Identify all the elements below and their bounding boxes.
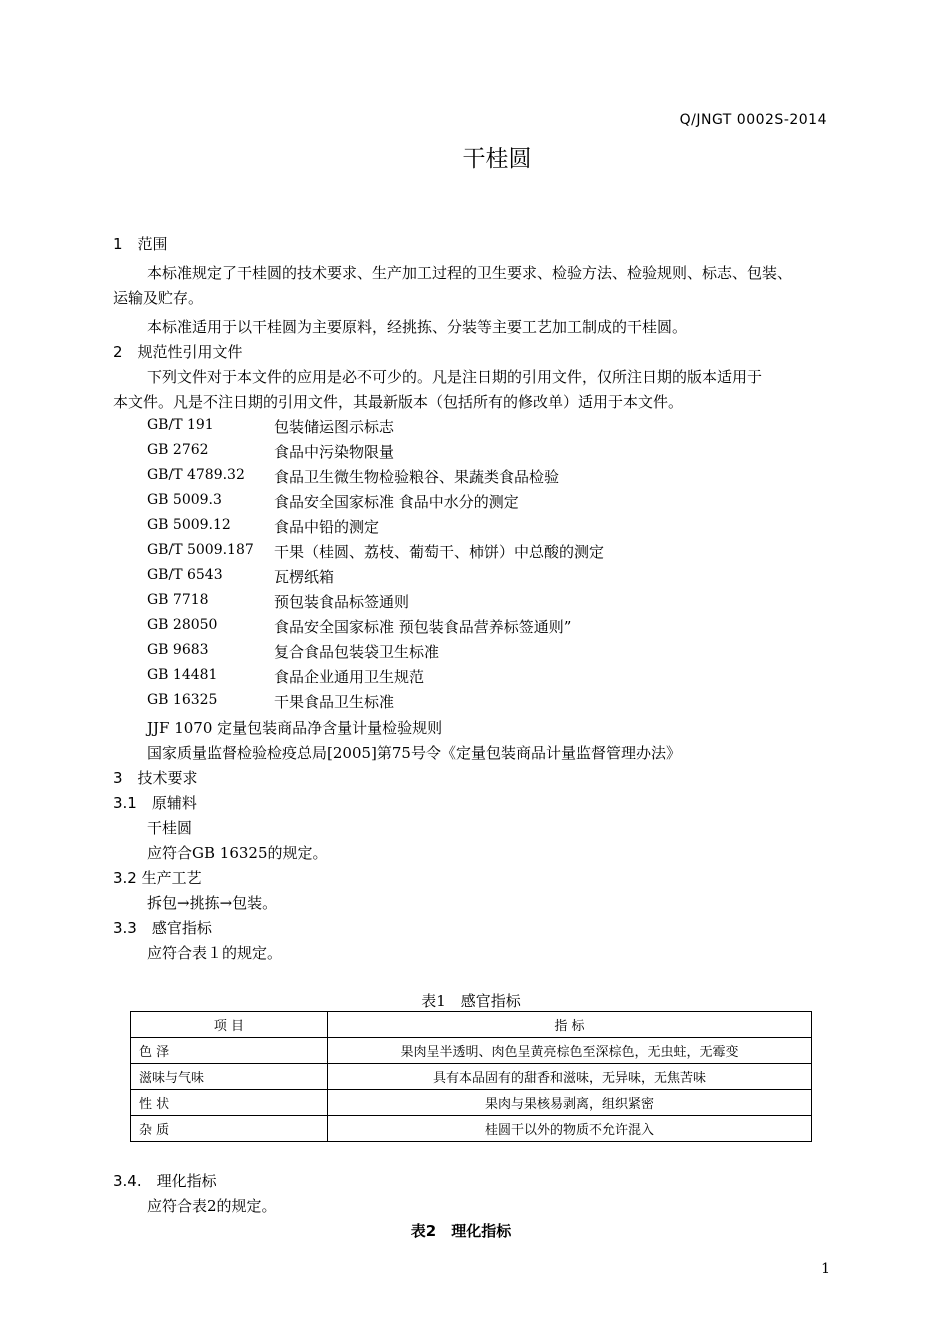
section-3-2-text: 拆包→挑拣→包装。	[147, 894, 278, 912]
reference-title: 干果（桂圆、荔枝、葡萄干、柿饼）中总酸的测定	[274, 543, 605, 561]
section-3-4-text: 应符合表2的规定。	[147, 1197, 277, 1215]
table-row	[131, 1090, 812, 1116]
reference-title: 食品安全国家标准 食品中水分的测定	[274, 493, 519, 511]
reference-title: 食品中污染物限量	[274, 443, 395, 461]
section-1-paragraph-2: 本标准适用于以干桂圆为主要原料，经挑拣、分装等主要工艺加工制成的干桂圆。	[147, 318, 688, 336]
section-3-4-heading: 3.4. 理化指标	[113, 1172, 217, 1190]
reference-code: GB 28050	[147, 617, 218, 633]
reference-code: GB/T 6543	[147, 567, 223, 583]
reference-code: GB/T 191	[147, 417, 214, 433]
section-1-paragraph-1-line-2: 运输及贮存。	[113, 289, 204, 307]
section-3-3-text: 应符合表１的规定。	[147, 944, 283, 962]
table-cell-indicator: 果肉呈半透明、肉色呈黄亮棕色至深棕色，无虫蛀，无霉变	[328, 1038, 812, 1064]
reference-code: GB 16325	[147, 692, 218, 708]
reference-order-75: 国家质量监督检验检疫总局[2005]第75号令《定量包装商品计量监督管理办法》	[147, 744, 681, 762]
reference-title: 瓦楞纸箱	[274, 568, 335, 586]
reference-code: GB 9683	[147, 642, 209, 658]
reference-code: GB/T 4789.32	[147, 467, 245, 483]
reference-code: GB 14481	[147, 667, 218, 683]
section-3-2-heading: 3.2 生产工艺	[113, 869, 202, 887]
section-3-1-subheading: 干桂圆	[147, 819, 193, 837]
page-number: 1	[821, 1261, 830, 1277]
reference-code: GB 7718	[147, 592, 209, 608]
section-2-paragraph-line-1: 下列文件对于本文件的应用是必不可少的。凡是注日期的引用文件，仅所注日期的版本适用于	[147, 368, 763, 386]
reference-code: GB 2762	[147, 442, 209, 458]
reference-title: 食品企业通用卫生规范	[274, 668, 425, 686]
table-cell-indicator: 具有本品固有的甜香和滋味，无异味，无焦苦味	[328, 1064, 812, 1090]
document-title: 干桂圆	[462, 146, 532, 172]
table-cell-indicator: 果肉与果核易剥离，组织紧密	[328, 1090, 812, 1116]
reference-title: 食品安全国家标准 预包装食品营养标签通则”	[274, 618, 572, 636]
section-3-1-text: 应符合GB 16325的规定。	[147, 844, 328, 862]
reference-jjf-1070: JJF 1070 定量包装商品净含量计量检验规则	[147, 719, 443, 737]
table-header-row	[131, 1012, 812, 1038]
reference-title: 预包装食品标签通则	[274, 593, 410, 611]
standard-number: Q/JNGT 0002S-2014	[679, 112, 827, 128]
section-2-heading: 2 规范性引用文件	[113, 343, 243, 361]
table-row	[131, 1064, 812, 1090]
table-cell-item: 杂 质	[131, 1116, 328, 1142]
reference-title: 复合食品包装袋卫生标准	[274, 643, 440, 661]
table-1-caption: 表1 感官指标	[421, 992, 521, 1010]
reference-title: 食品中铅的测定	[274, 518, 380, 536]
section-3-heading: 3 技术要求	[113, 769, 198, 787]
table-cell-item: 性 状	[131, 1090, 328, 1116]
table-row	[131, 1116, 812, 1142]
reference-code: GB 5009.3	[147, 492, 222, 508]
section-3-3-heading: 3.3 感官指标	[113, 919, 212, 937]
sensory-indicators-table	[130, 1011, 812, 1142]
section-1-paragraph-1-line-1: 本标准规定了干桂圆的技术要求、生产加工过程的卫生要求、检验方法、检验规则、标志、包装、	[147, 264, 793, 282]
section-1-heading: 1 范围	[113, 235, 168, 253]
reference-code: GB/T 5009.187	[147, 542, 254, 558]
table-cell-item: 色 泽	[131, 1038, 328, 1064]
table-row	[131, 1038, 812, 1064]
section-3-1-heading: 3.1 原辅料	[113, 794, 197, 812]
reference-title: 包装储运图示标志	[274, 418, 395, 436]
reference-code: GB 5009.12	[147, 517, 231, 533]
table-cell-indicator: 桂圆干以外的物质不允许混入	[328, 1116, 812, 1142]
reference-title: 干果食品卫生标准	[274, 693, 395, 711]
table-2-caption: 表2 理化指标	[410, 1222, 512, 1240]
table-cell-item: 滋味与气味	[131, 1064, 328, 1090]
header-indicator: 指 标	[328, 1012, 812, 1038]
section-2-paragraph-line-2: 本文件。凡是不注日期的引用文件，其最新版本（包括所有的修改单）适用于本文件。	[113, 393, 684, 411]
header-item: 项 目	[131, 1012, 328, 1038]
reference-title: 食品卫生微生物检验粮谷、果蔬类食品检验	[274, 468, 560, 486]
